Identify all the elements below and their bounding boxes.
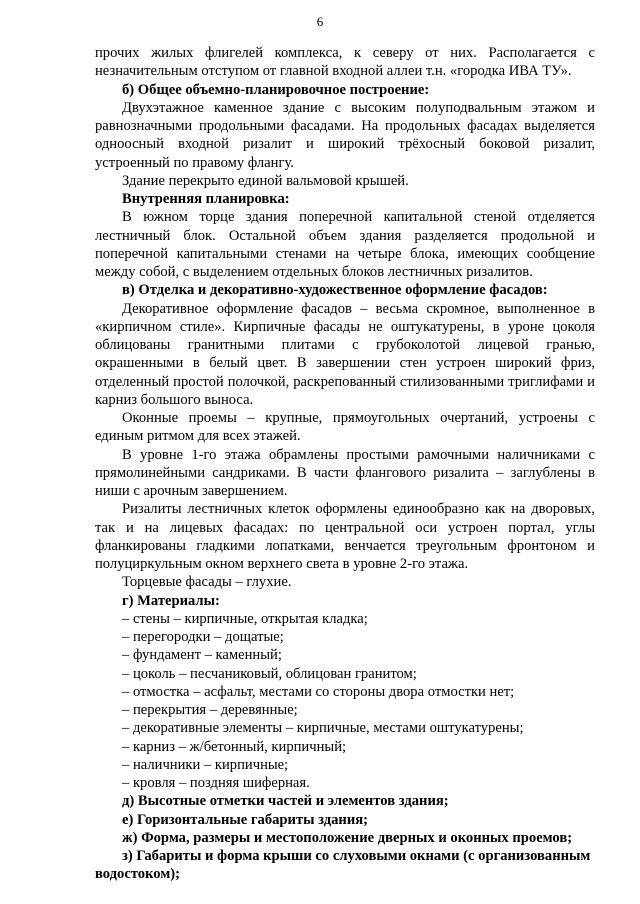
document-body [95,44,595,884]
paragraph: Оконные проемы – крупные, прямоугольных очертаний, устроены с единым ритмом для всех этажей. [95,410,595,445]
page-number: 6 [316,14,324,29]
list-item: – стены – кирпичные, открытая кладка; [122,610,368,627]
paragraph: прочих жилых флигелей комплекса, к северу от них. Располагается с незначительным отступом от главной входной аллеи т.н. «городка ИВА ТУ». [95,45,595,80]
list-item: – отмостка – асфальт, местами со стороны двора отмостки нет; [122,683,515,700]
list-item: – перекрытия – деревянные; [122,702,298,718]
list-item: – карниз – ж/бетонный, кирпичный; [122,738,347,755]
section-heading: Внутренняя планировка: [122,191,290,207]
paragraph: Двухэтажное каменное здание с высоким полуподвальным этажом и равнозначными продольными фасадами. На продольных фасадах выделяется одноосный входной ризалит и широкий трёхосный боковой ризалит, устроенный по правому флангу. [95,99,595,171]
list-item: – кровля – поздняя шиферная. [122,775,310,791]
list-item: – декоративные элементы – кирпичные, местами оштукатурены; [122,720,524,737]
paragraph: В южном торце здания поперечной капитальной стеной отделяется лестничный блок. Остальной объем здания разделяется продольной и поперечной капитальными стенами на четыре блока, имеющих сообщение между собой, с выделением отдельных блоков лестничных ризалитов. [95,209,595,280]
paragraph: Здание перекрыто единой вальмовой крышей. [122,172,409,189]
materials-list [95,610,595,793]
paragraph: Ризалиты лестничных клеток оформлены единообразно как на дворовых, так и на лицевых фасадах: по центральной оси устроен портал, углы фланкированы гладкими лопатками, венчается треугольным фронтоном и полуциркульным окном верхнего света в уровне 2-го этажа. [95,501,595,572]
list-item: – наличники – кирпичные; [122,756,289,773]
section-heading: з) Габариты и форма крыши со слуховыми окнами (с организованным водостоком); [95,848,591,883]
list-item: – фундамент – каменный; [122,647,282,664]
section-heading: в) Отделка и декоративно-художественное оформление фасадов: [122,282,548,299]
paragraph: Торцевые фасады – глухие. [122,574,292,591]
section-heading: ж) Форма, размеры и местоположение дверных и оконных проемов; [122,829,573,846]
list-item: – перегородки – дощатые; [122,629,284,645]
list-item: – цоколь – песчаниковый, облицован гранитом; [122,665,417,682]
section-heading: б) Общее объемно-планировочное построение: [122,81,430,98]
paragraph: Декоративное оформление фасадов – весьма скромное, выполненное в «кирпичном стиле». Кирпичные фасады не оштукатурены, в уроне цоколя облицованы гранитными плитами с грубоколотой лицевой гранью, окрашенными в белый цвет. В завершении стен устроен широкий фриз, отделенный простой полочкой, раскрепованный стилизованными триглифами и карниз большого выноса. [95,300,595,408]
section-heading: д) Высотные отметки частей и элементов здания; [122,793,449,810]
paragraph: В уровне 1-го этажа обрамлены простыми рамочными наличниками с прямолинейными сандриками. В части флангового ризалита – заглублены в ниши с арочным завершением. [95,446,595,499]
section-heading: е) Горизонтальные габариты здания; [122,811,369,828]
section-heading: г) Материалы: [122,592,220,609]
